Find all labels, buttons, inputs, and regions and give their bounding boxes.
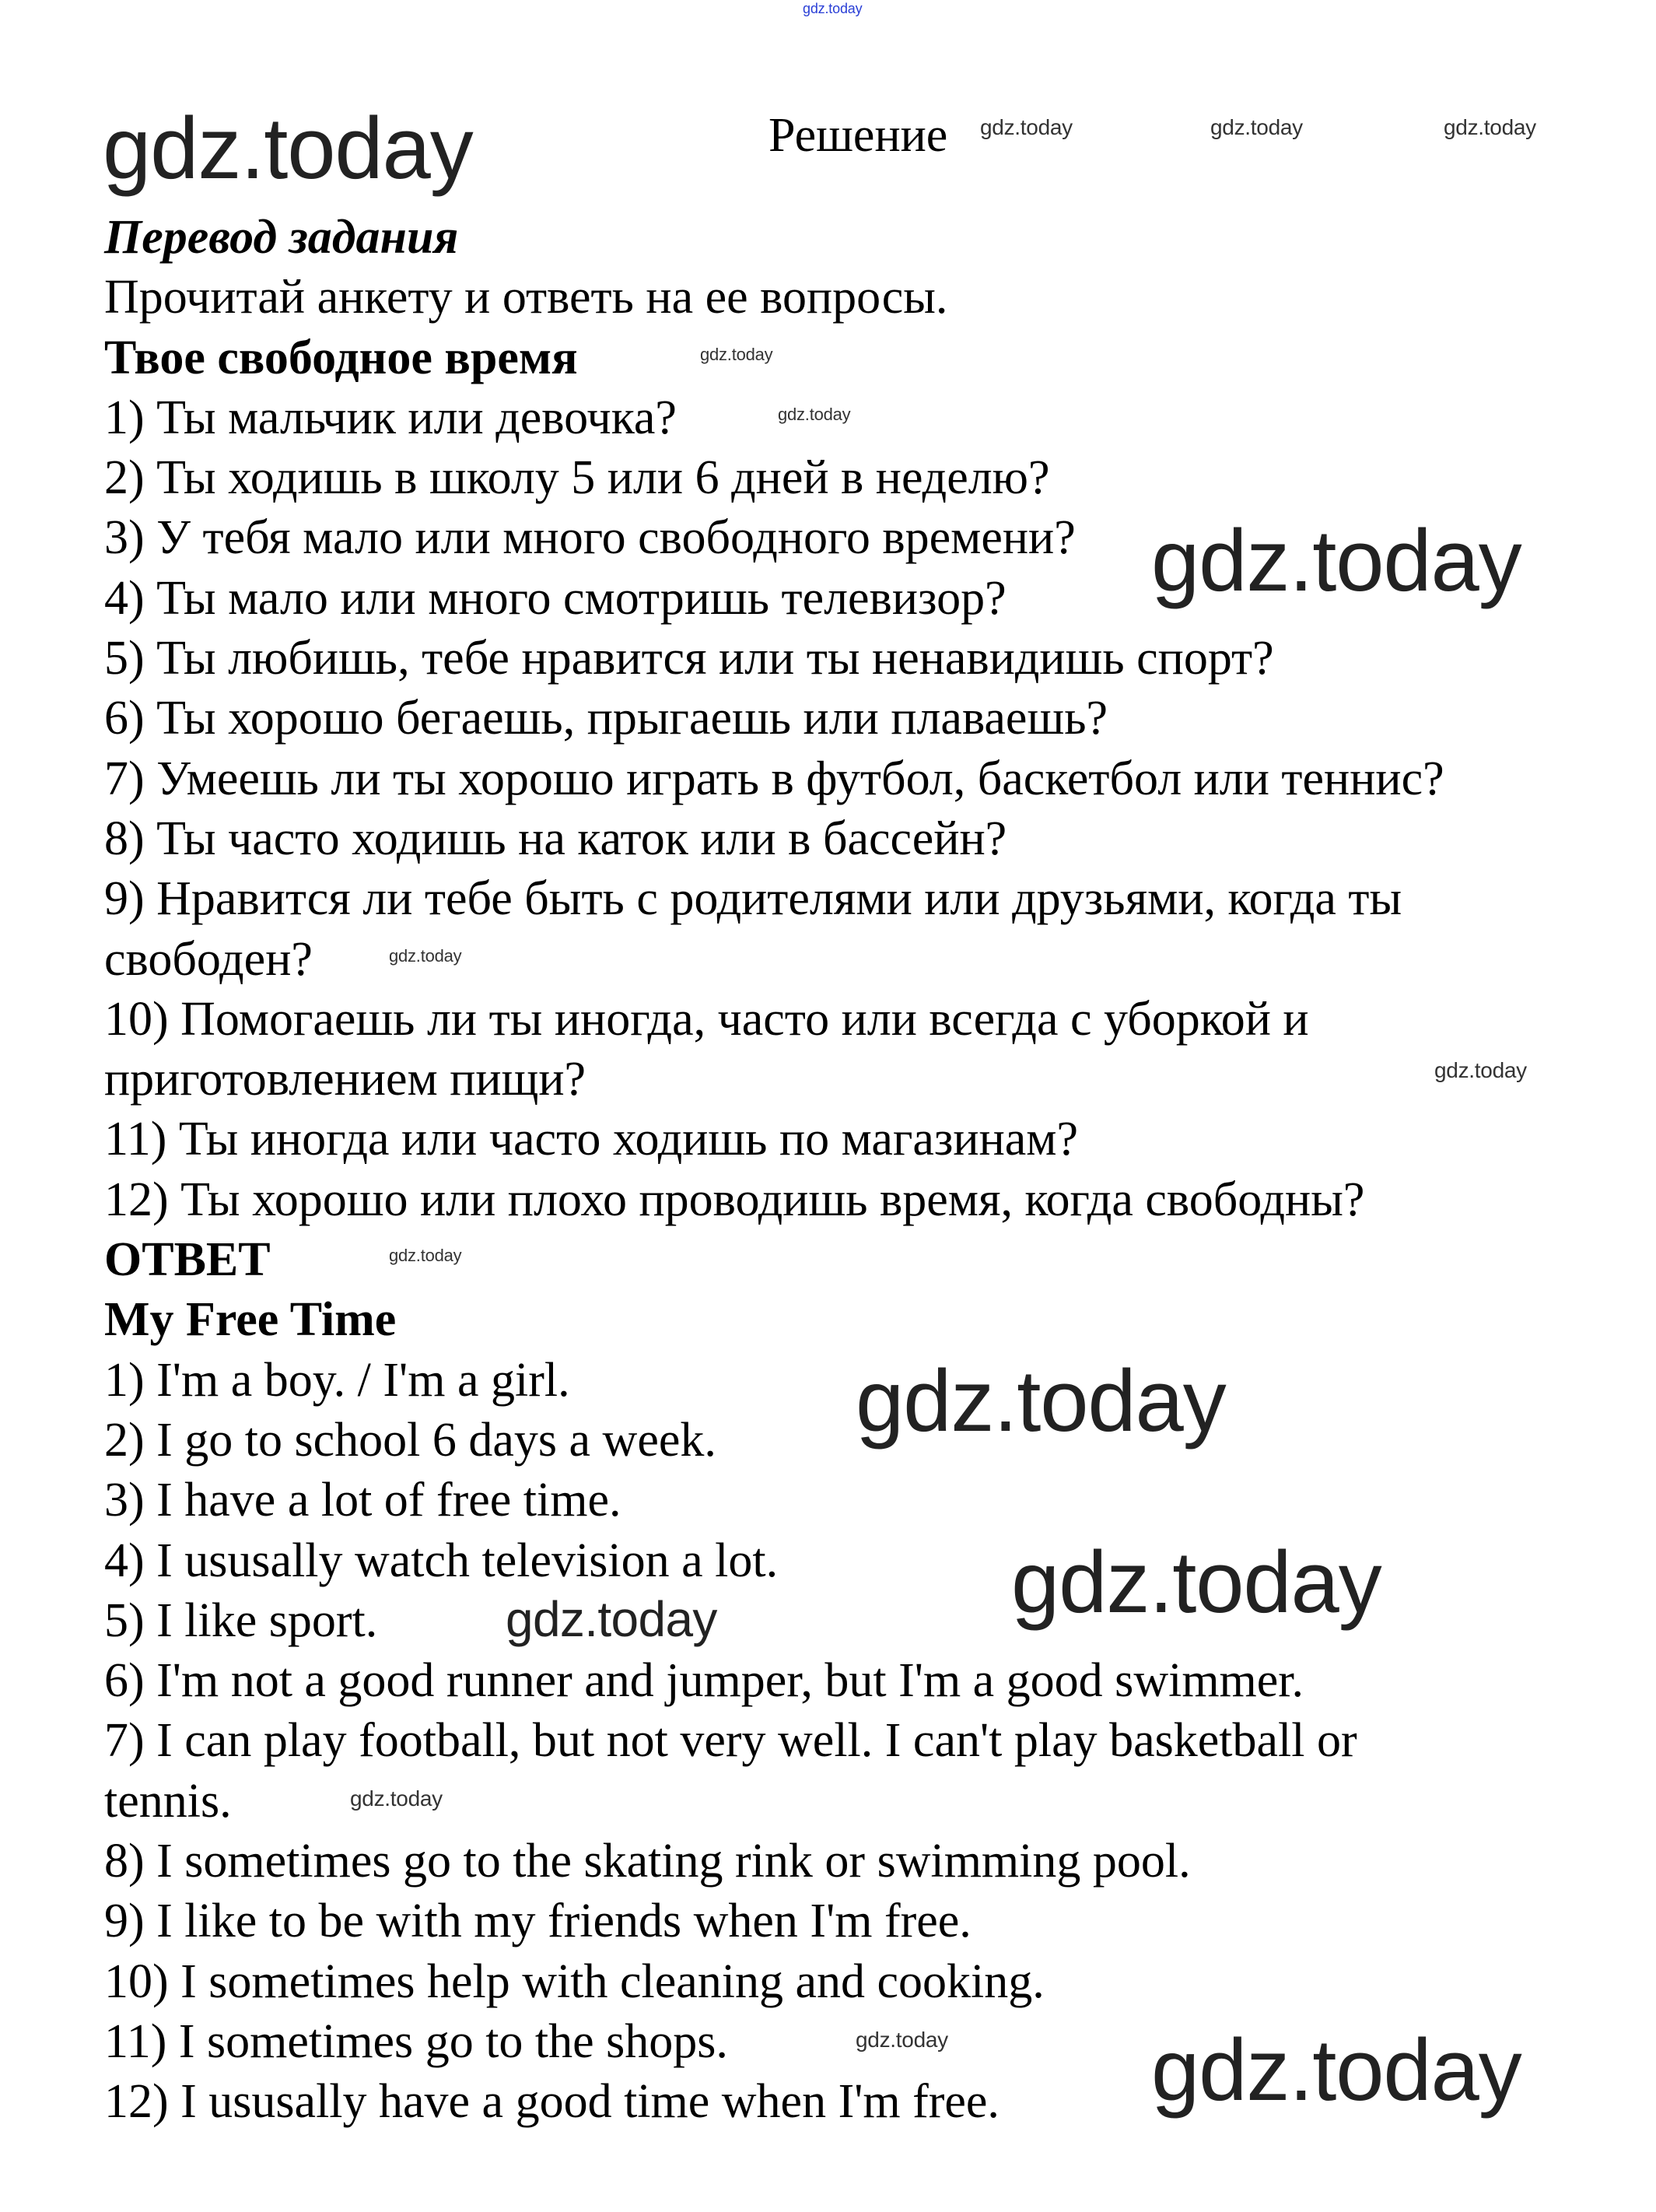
watermark: gdz.today [700, 345, 773, 364]
question: приготовлением пищи? [104, 1053, 586, 1106]
answer: 6) I'm not a good runner and jumper, but I'm a good swimmer. [104, 1654, 1304, 1708]
watermark: gdz.today [506, 1591, 717, 1647]
question: 8) Ты часто ходишь на каток или в бассейн? [104, 812, 1007, 865]
answer-heading: ОТВЕТ [104, 1233, 271, 1287]
watermark: gdz.today [1210, 115, 1303, 139]
watermark: gdz.today [350, 1786, 443, 1811]
translation-heading: Перевод задания [104, 211, 459, 264]
answer: 1) I'm a boy. / I'm a girl. [104, 1353, 570, 1407]
watermark: gdz.today [389, 946, 462, 966]
question: 7) Умеешь ли ты хорошо играть в футбол, баскетбол или теннис? [104, 752, 1444, 805]
answer: 9) I like to be with my friends when I'm free. [104, 1895, 972, 1948]
watermark: gdz.today [856, 2028, 948, 2052]
watermark: gdz.today [389, 1246, 462, 1265]
watermark: gdz.today [1151, 2021, 1521, 2119]
answer: 2) I go to school 6 days a week. [104, 1413, 716, 1467]
question: 10) Помогаешь ли ты иногда, часто или всегда с уборкой и [104, 992, 1309, 1046]
answer: tennis. [104, 1774, 232, 1828]
answer: 8) I sometimes go to the skating rink or swimming pool. [104, 1835, 1191, 1888]
question: свободен? [104, 932, 313, 986]
answer: 4) I ususally watch television a lot. [104, 1534, 779, 1587]
question: 11) Ты иногда или часто ходишь по магазинам? [104, 1113, 1079, 1166]
watermark: gdz.today [1151, 512, 1521, 609]
watermark: gdz.today [1444, 115, 1536, 139]
question: 9) Нравится ли тебе быть с родителями или друзьями, когда ты [104, 872, 1402, 926]
question: 6) Ты хорошо бегаешь, прыгаешь или плаваешь? [104, 692, 1108, 745]
answer: 7) I can play football, but not very well. I can't play basketball or [104, 1714, 1357, 1768]
page-title: Решение [768, 109, 948, 162]
instruction: Прочитай анкету и ответь на ее вопросы. [104, 271, 948, 324]
watermark: gdz.today [803, 1, 863, 16]
question: 3) У тебя мало или много свободного времени? [104, 511, 1076, 565]
answer: 10) I sometimes help with cleaning and cooking. [104, 1954, 1045, 2008]
question: 1) Ты мальчик или девочка? [104, 391, 677, 444]
answer: 12) I ususally have a good time when I'm free. [104, 2075, 1000, 2129]
question: 4) Ты мало или много смотришь телевизор? [104, 571, 1007, 625]
answer-title: My Free Time [104, 1293, 397, 1347]
watermark: gdz.today [103, 100, 473, 197]
watermark: gdz.today [1011, 1534, 1381, 1631]
answer: 3) I have a lot of free time. [104, 1474, 621, 1527]
watermark: gdz.today [778, 405, 851, 424]
question: 12) Ты хорошо или плохо проводишь время, когда свободны? [104, 1173, 1365, 1226]
watermark: gdz.today [1434, 1058, 1527, 1082]
watermark: gdz.today [856, 1352, 1226, 1450]
question: 2) Ты ходишь в школу 5 или 6 дней в неделю? [104, 451, 1050, 505]
watermark: gdz.today [980, 115, 1073, 139]
document-body [104, 208, 1444, 2133]
question: 5) Ты любишь, тебе нравится или ты ненавидишь спорт? [104, 632, 1274, 685]
questionnaire-title: Твое свободное время [104, 331, 578, 384]
answer: 11) I sometimes go to the shops. [104, 2014, 728, 2068]
answer: 5) I like sport. [104, 1593, 378, 1647]
